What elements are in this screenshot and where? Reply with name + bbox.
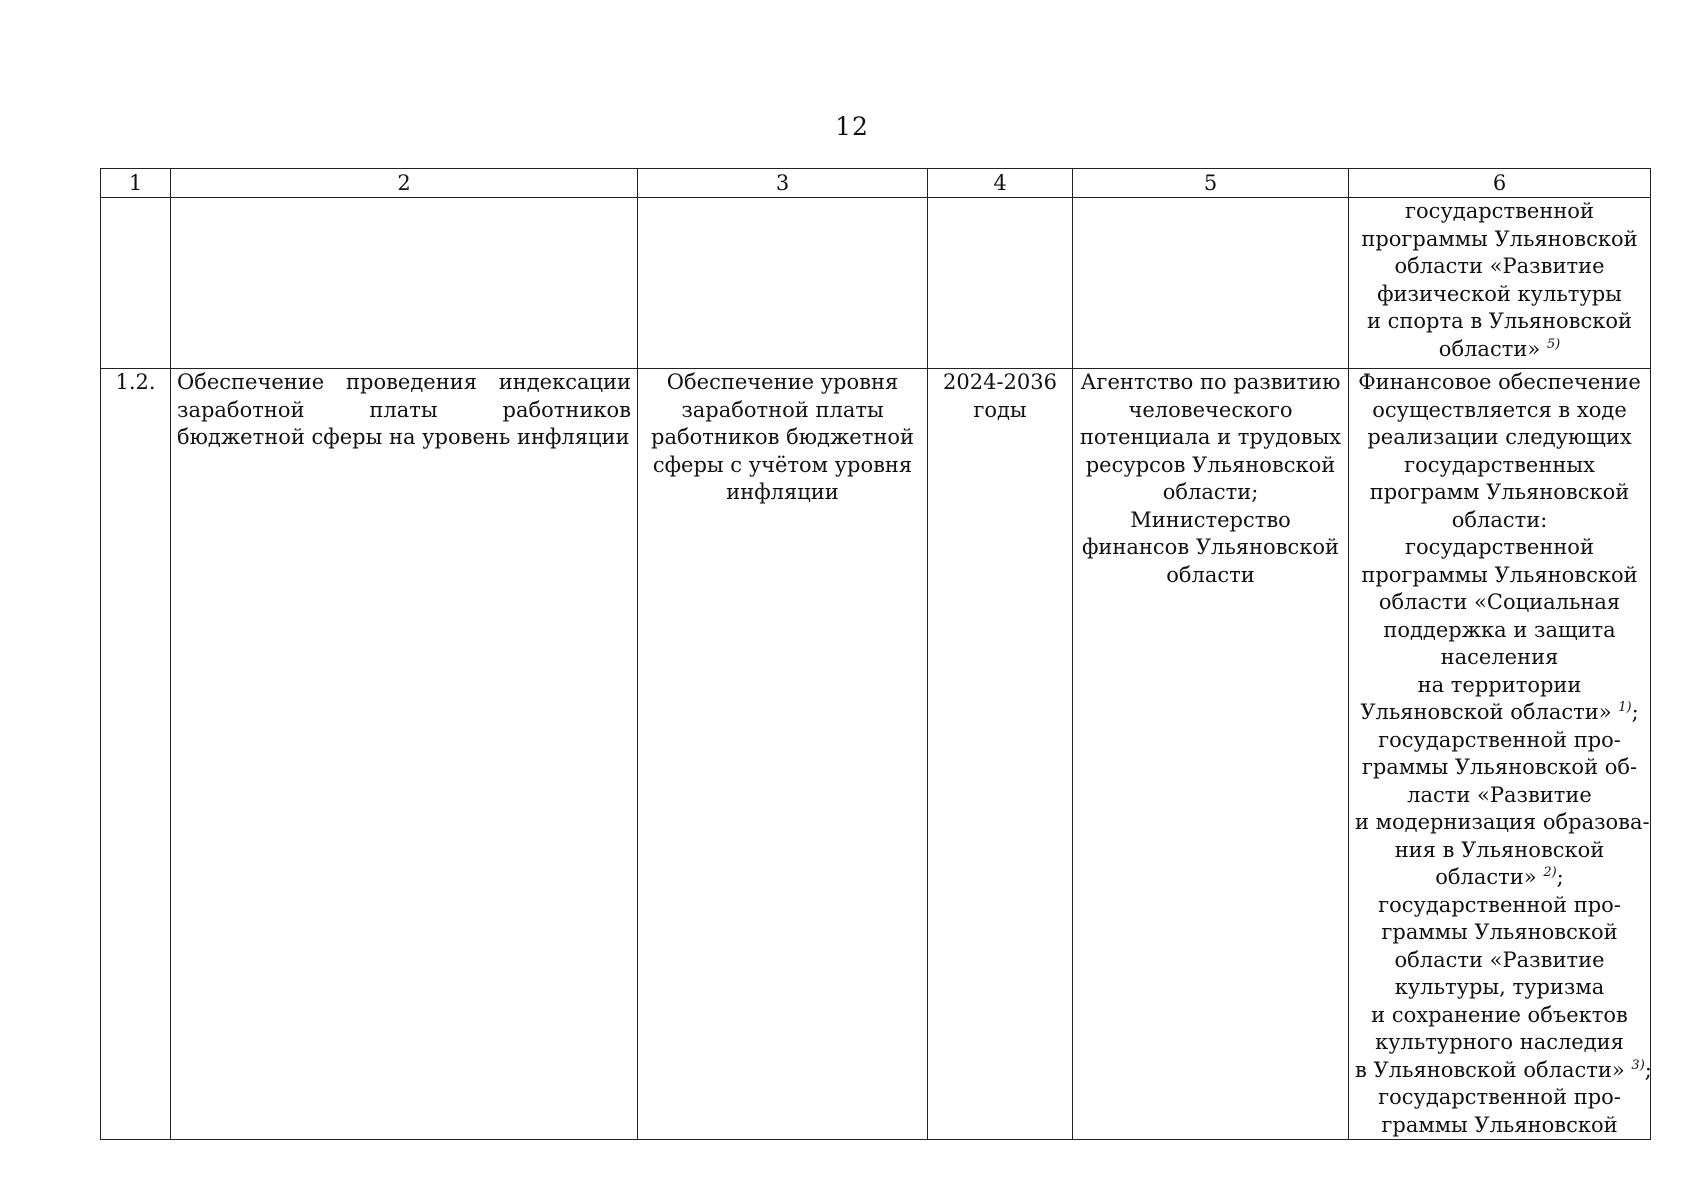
text-line: человеческого: [1128, 397, 1293, 422]
text-line: [1355, 699, 1644, 727]
column-header-4: 4: [928, 169, 1073, 198]
text-line: и спорта в Ульяновской: [1366, 309, 1632, 333]
text-line: области: [1166, 562, 1255, 587]
text-line: ласти «Развитие: [1407, 782, 1592, 807]
text-line: поддержка и защита: [1383, 617, 1616, 642]
column-header-2: 2: [171, 169, 638, 198]
text-line: работников бюджетной: [651, 425, 914, 449]
text-line: Министерство: [1130, 507, 1291, 532]
text-line: ния в Ульяновской: [1394, 837, 1605, 862]
column-header-1: 1: [101, 169, 171, 198]
text-line: программы Ульяновской: [1361, 226, 1638, 251]
text-line: граммы Ульяновской: [1381, 1112, 1618, 1137]
text-line: заработной платы: [681, 397, 884, 422]
text-line: [1355, 864, 1644, 892]
text-line: Агентство по развитию: [1080, 370, 1341, 394]
measure-cell: Обеспечение проведения индексации заработной платы работников бюджетной сферы на уровень инфляции: [171, 369, 638, 1140]
text-line: финансов Ульяновской: [1081, 535, 1340, 559]
table-row-1-2: [101, 369, 1651, 1140]
text-line: Обеспечение уровня: [666, 370, 899, 394]
column-header-3: 3: [638, 169, 928, 198]
footnote-mark: 2): [1543, 865, 1557, 880]
text-line: программ Ульяновской: [1369, 480, 1630, 504]
footnote-mark: 5): [1546, 336, 1561, 352]
text-line: культурного наследия: [1375, 1030, 1624, 1054]
text-fragment: области»: [1438, 336, 1541, 361]
text-fragment: Ульяновской области»: [1360, 700, 1612, 724]
text-line: области «Развитие: [1394, 254, 1605, 278]
program-table: [100, 168, 1651, 1140]
financing-cell: [1349, 369, 1651, 1140]
text-line: государственных: [1404, 452, 1595, 477]
text-line: [1355, 1057, 1652, 1085]
cell-empty: [638, 198, 928, 369]
column-header-5: 5: [1073, 169, 1349, 198]
text-line: граммы Ульяновской об-: [1361, 755, 1638, 779]
text-line: сферы с учётом уровня: [652, 452, 913, 477]
text-line: реализации следующих: [1367, 425, 1632, 449]
text-line: ресурсов Ульяновской: [1085, 452, 1336, 477]
text-line: потенциала и трудовых: [1079, 425, 1342, 449]
text-line: области «Социальная: [1378, 590, 1621, 614]
text-line: государственной про-: [1378, 727, 1621, 752]
footnote-mark: 3): [1631, 1057, 1645, 1073]
text-line: [1355, 336, 1644, 364]
result-cell: [638, 369, 928, 1140]
column-number-row: [101, 169, 1651, 198]
text-line: физической культуры: [1377, 281, 1622, 306]
text-line: осуществляется в ходе: [1372, 397, 1627, 422]
separator: ;: [1644, 1057, 1652, 1082]
text-line: области;: [1162, 480, 1259, 504]
period-cell: [928, 369, 1073, 1140]
footnote-mark: 1): [1618, 700, 1632, 715]
continued-financing-cell: [1349, 198, 1651, 369]
text-line: годы: [973, 397, 1027, 422]
text-line: области «Развитие: [1394, 947, 1605, 972]
cell-empty: [928, 198, 1073, 369]
executor-cell: [1073, 369, 1349, 1140]
text-line: граммы Ульяновской: [1381, 920, 1618, 944]
text-line: населения: [1440, 645, 1559, 669]
text-line: инфляции: [726, 480, 839, 504]
page-number: 12: [835, 112, 869, 141]
text-fragment: в Ульяновской области»: [1355, 1057, 1625, 1082]
text-line: государственной про-: [1378, 892, 1621, 917]
row-number: 1.2.: [101, 369, 171, 1140]
text-line: 2024-2036: [943, 370, 1057, 394]
text-line: культуры, туризма: [1394, 975, 1605, 999]
separator: ;: [1631, 700, 1639, 724]
text-line: области:: [1451, 507, 1548, 532]
text-line: на территории: [1417, 672, 1582, 697]
text-fragment: области»: [1435, 865, 1537, 889]
column-header-6: 6: [1349, 169, 1651, 198]
separator: ;: [1556, 865, 1564, 889]
text-line: Финансовое обеспечение: [1358, 370, 1641, 394]
text-line: программы Ульяновской: [1361, 562, 1638, 587]
text-line: государственной: [1405, 199, 1594, 223]
cell-empty: [171, 198, 638, 369]
cell-empty: [101, 198, 171, 369]
text-line: и сохранение объектов: [1371, 1002, 1628, 1027]
text-line: государственной про-: [1378, 1085, 1621, 1109]
text-line: государственной: [1405, 535, 1594, 559]
text-line: и модернизация образова-: [1355, 810, 1650, 834]
cell-empty: [1073, 198, 1349, 369]
continued-row: [101, 198, 1651, 369]
